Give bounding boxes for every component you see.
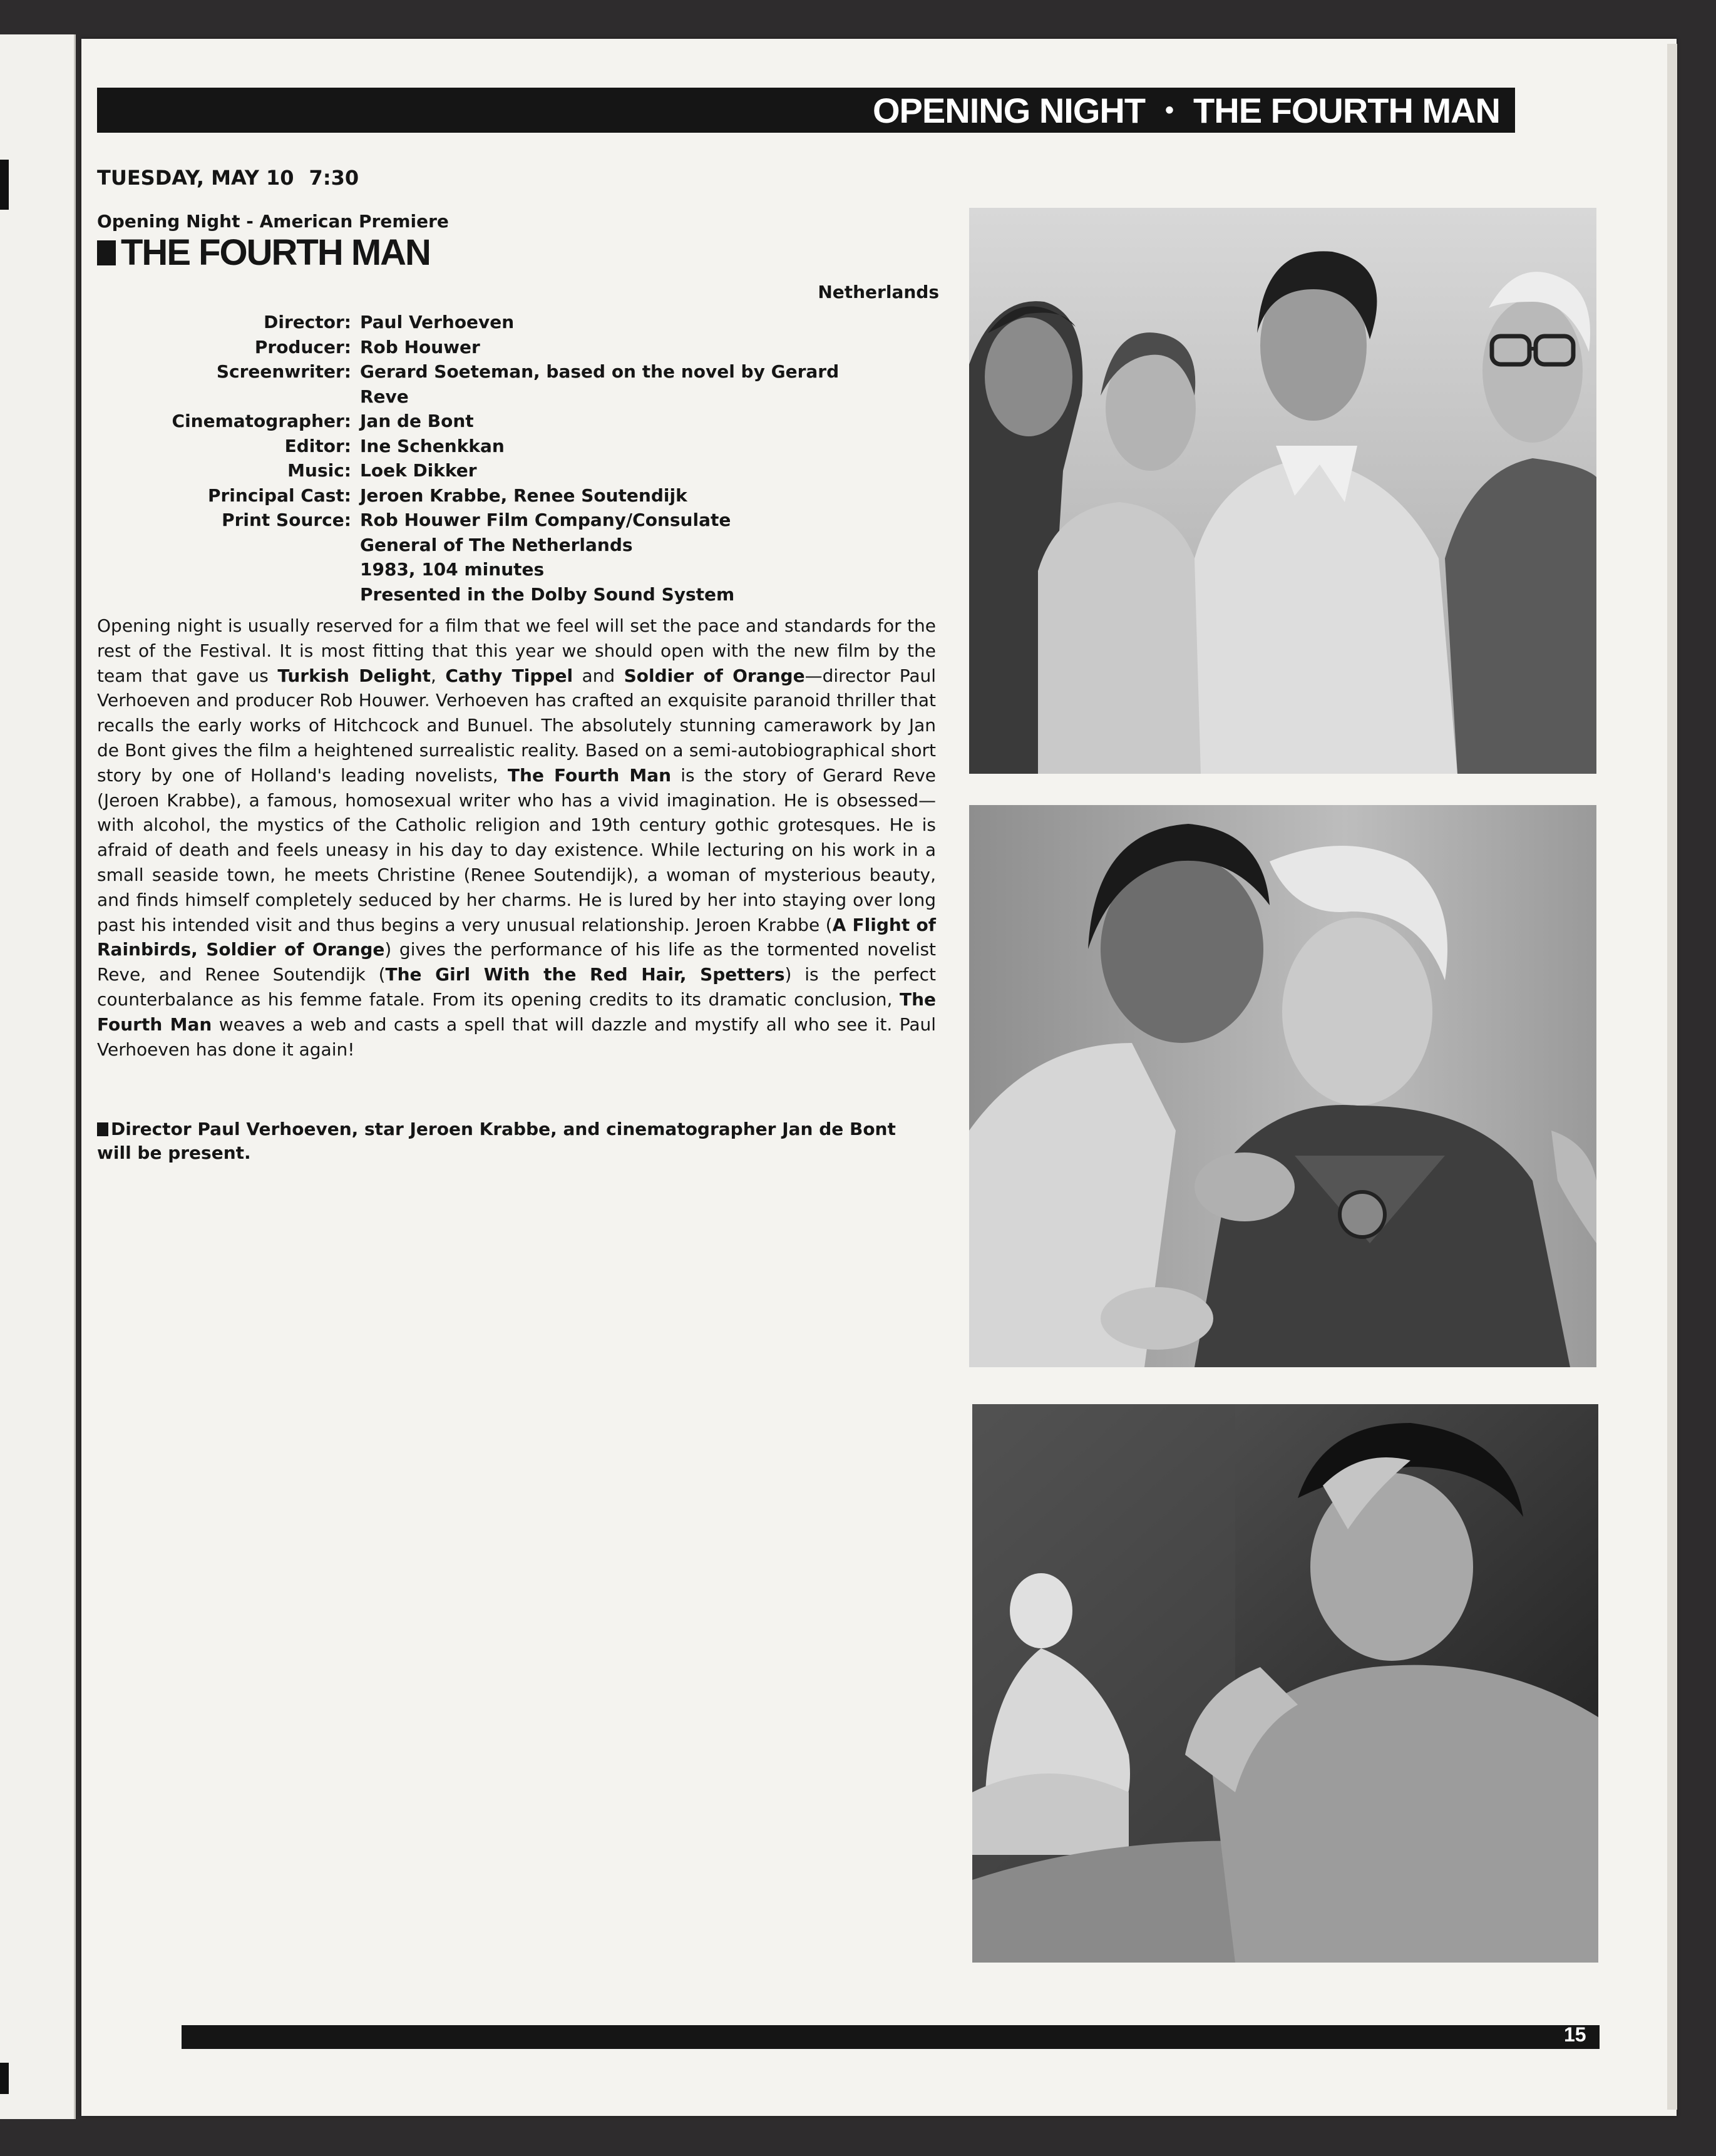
description-text: is the story of Gerard Reve (Jeroen Krabbe), a famous, homosexual writer who has a vivid imagination. He is obsessed—with alcohol, the mystics of the Catholic religion and 19th century gothic grotesques. He is afraid of death and feels uneasy in his day to day existence. While lecturing on his work in a small seaside town, he meets Christine (Renee Soutendijk), a woman of mysterious beauty, and finds himself completely seduced by her charms. He is lured by her into staying over long past his intended visit and thus begins a very unusual relationship. Jeroen Krabbe ( — [97, 764, 936, 935]
credit-label: Director: — [264, 312, 351, 332]
header-film-title: THE FOURTH MAN — [1193, 90, 1500, 130]
film-reference: Turkish Delight — [277, 665, 431, 686]
guest-note — [97, 1117, 936, 1165]
previous-page-ink-mark — [0, 2063, 9, 2094]
page-number: 15 — [1564, 2023, 1586, 2046]
credit-row — [97, 409, 886, 434]
film-description — [97, 613, 936, 1062]
embrace-still-photo — [969, 805, 1596, 1367]
credit-label: Principal Cast: — [207, 485, 351, 506]
footer-bar — [182, 2025, 1600, 2049]
description-text: and — [573, 665, 624, 686]
credit-value: Jan de Bont — [360, 411, 474, 431]
credit-value: Ine Schenkkan — [360, 435, 505, 456]
premiere-label: Opening Night - American Premiere — [97, 211, 449, 232]
credit-value: Paul Verhoeven — [360, 312, 515, 332]
credit-label: Cinematographer: — [172, 411, 351, 431]
bullet-square-icon — [97, 1122, 108, 1136]
credit-row — [97, 458, 886, 483]
credit-value: Jeroen Krabbe, Renee Soutendijk — [360, 485, 687, 506]
film-reference: The Fourth Man — [507, 764, 672, 786]
film-reference: The Fourth Man — [97, 988, 936, 1035]
film-reference: Soldier of Orange — [624, 665, 805, 686]
credit-label: Producer: — [254, 336, 351, 357]
credit-label: Screenwriter: — [216, 361, 351, 382]
credit-label: Music: — [287, 460, 351, 481]
film-reference: The Girl With the Red Hair, Spetters — [385, 964, 785, 985]
screening-day-date: TUESDAY, MAY 10 — [97, 166, 294, 190]
screening-time: 7:30 — [309, 166, 359, 190]
credit-label: Print Source: — [222, 510, 351, 530]
credit-value: Loek Dikker — [360, 460, 477, 481]
bullet-square-icon — [97, 240, 116, 265]
header-bar — [97, 88, 1515, 133]
credit-value: Gerard Soeteman, based on the novel by Gerard Reve — [360, 361, 840, 407]
previous-page-edge — [0, 34, 76, 2119]
film-title — [97, 232, 430, 274]
film-country: Netherlands — [818, 282, 939, 302]
embrace-still-photo-image — [969, 805, 1596, 1367]
description-text: ) is the perfect counterbalance as his femme fatale. From its opening credits to its dramatic conclusion, — [97, 964, 936, 1010]
credit-row — [97, 335, 886, 360]
cast-group-photo — [969, 208, 1596, 774]
credit-row — [97, 483, 886, 508]
film-reference: Cathy Tippel — [445, 665, 573, 686]
film-title-text: THE FOURTH MAN — [121, 232, 430, 273]
credit-row — [97, 359, 886, 409]
description-text: , — [431, 665, 446, 686]
credit-value: Rob Houwer Film Company/Consulate General of The Netherlands — [360, 510, 731, 555]
description-text: —director Paul Verhoeven and producer Rob Houwer. Verhoeven has crafted an exquisite paranoid thriller that recalls the early works of Hitchcock and Bunuel. The absolutely stunning camerawork by Jan de Bont gives the film a heightened surrealistic reality. Based on a semi-autobiographical short story by one of Holland's leading novelists, — [97, 665, 937, 786]
page-stack-edge — [1667, 44, 1677, 2110]
credit-label — [97, 557, 360, 582]
header-section: OPENING NIGHT — [873, 90, 1146, 130]
credit-value: 1983, 104 minutes — [360, 559, 545, 580]
credit-value: Rob Houwer — [360, 336, 480, 357]
cast-group-photo-image — [969, 208, 1596, 774]
credit-row — [97, 582, 886, 607]
film-reference: A Flight of Rainbirds, Soldier of Orange — [97, 914, 936, 960]
credit-row — [97, 434, 886, 459]
screening-date — [97, 166, 359, 190]
credit-row — [97, 310, 886, 335]
header-separator: • — [1165, 96, 1174, 124]
credit-row — [97, 508, 886, 557]
description-text: weaves a web and casts a spell that will dazzle and mystify all who see it. Paul Verhoeven has done it again! — [97, 1014, 936, 1060]
guest-note-text: Director Paul Verhoeven, star Jeroen Krabbe, and cinematographer Jan de Bont will be present. — [97, 1119, 896, 1163]
description-text: ) gives the performance of his life as the tormented novelist Reve, and Renee Soutendijk ( — [97, 939, 937, 985]
description-text: Opening night is usually reserved for a film that we feel will set the pace and standards for the rest of the Festival. It is most fitting that this year we should open with the new film by the team that gave us — [97, 615, 936, 686]
credits-list — [97, 310, 886, 607]
credit-value: Presented in the Dolby Sound System — [360, 583, 735, 605]
credit-row — [97, 557, 886, 582]
credit-label — [97, 582, 360, 607]
statue-still-photo — [972, 1404, 1598, 1963]
statue-still-photo-image — [972, 1404, 1598, 1963]
previous-page-ink-mark — [0, 160, 9, 210]
credit-label: Editor: — [284, 435, 351, 456]
